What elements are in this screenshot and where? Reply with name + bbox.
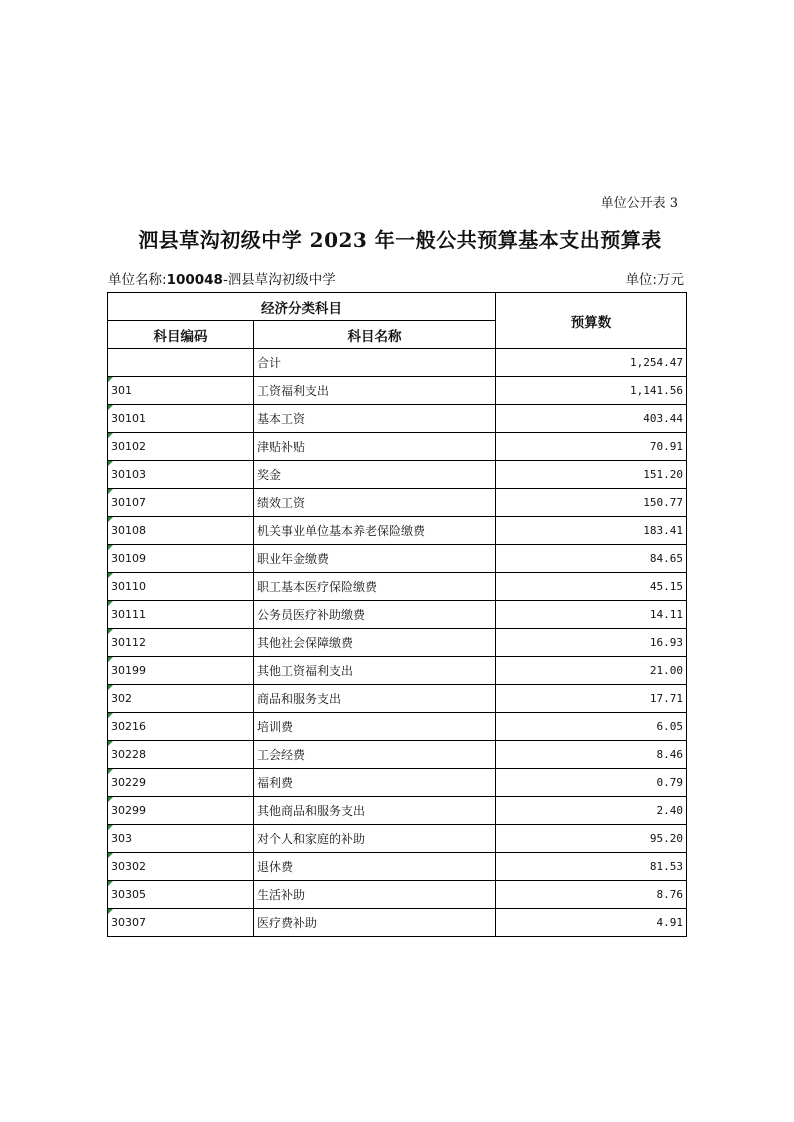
header-budget-amount: 预算数 [496, 293, 687, 349]
cell-subject-code [108, 825, 254, 853]
table-row [108, 769, 687, 797]
table-row [108, 489, 687, 517]
table-row [108, 657, 687, 685]
subject-code-text: 30216 [111, 720, 146, 733]
cell-subject-name: 绩效工资 [254, 489, 496, 517]
cell-budget-amount: 151.20 [496, 461, 687, 489]
cell-subject-code [108, 797, 254, 825]
cell-subject-code [108, 629, 254, 657]
cell-budget-amount: 4.91 [496, 909, 687, 937]
cell-subject-code [108, 909, 254, 937]
cell-subject-name: 其他商品和服务支出 [254, 797, 496, 825]
cell-budget-amount: 16.93 [496, 629, 687, 657]
cell-subject-code [108, 685, 254, 713]
text-number-indicator-icon [108, 657, 113, 662]
table-row [108, 797, 687, 825]
cell-budget-amount: 45.15 [496, 573, 687, 601]
cell-subject-name: 其他工资福利支出 [254, 657, 496, 685]
unit-name [108, 268, 336, 288]
cell-subject-name: 公务员医疗补助缴费 [254, 601, 496, 629]
cell-subject-code [108, 461, 254, 489]
currency-unit: 单位:万元 [625, 272, 684, 288]
cell-subject-code [108, 405, 254, 433]
cell-budget-amount: 81.53 [496, 853, 687, 881]
cell-subject-code [108, 713, 254, 741]
cell-budget-amount: 14.11 [496, 601, 687, 629]
cell-subject-code [108, 853, 254, 881]
cell-subject-name: 机关事业单位基本养老保险缴费 [254, 517, 496, 545]
subject-code-text: 30111 [111, 608, 146, 621]
cell-subject-name: 职业年金缴费 [254, 545, 496, 573]
cell-budget-amount: 1,254.47 [496, 349, 687, 377]
cell-subject-code [108, 769, 254, 797]
text-number-indicator-icon [108, 909, 113, 914]
cell-subject-name: 奖金 [254, 461, 496, 489]
text-number-indicator-icon [108, 601, 113, 606]
text-number-indicator-icon [108, 433, 113, 438]
table-row [108, 433, 687, 461]
cell-subject-code [108, 433, 254, 461]
cell-subject-code [108, 601, 254, 629]
subject-code-text: 30109 [111, 552, 146, 565]
text-number-indicator-icon [108, 517, 113, 522]
text-number-indicator-icon [108, 629, 113, 634]
table-row [108, 741, 687, 769]
header-economic-category: 经济分类科目 [108, 293, 496, 321]
text-number-indicator-icon [108, 377, 113, 382]
subject-code-text: 302 [111, 692, 132, 705]
text-number-indicator-icon [108, 853, 113, 858]
cell-budget-amount: 150.77 [496, 489, 687, 517]
subject-code-text: 30229 [111, 776, 146, 789]
cell-subject-name: 工资福利支出 [254, 377, 496, 405]
cell-subject-name: 职工基本医疗保险缴费 [254, 573, 496, 601]
subject-code-text: 303 [111, 832, 132, 845]
subject-code-text: 30299 [111, 804, 146, 817]
table-row [108, 461, 687, 489]
text-number-indicator-icon [108, 797, 113, 802]
table-row [108, 685, 687, 713]
subject-code-text: 30110 [111, 580, 146, 593]
header-row-group [108, 293, 687, 321]
cell-subject-name: 生活补助 [254, 881, 496, 909]
page-title: 泗县草沟初级中学 2023 年一般公共预算基本支出预算表 [138, 228, 662, 252]
cell-subject-name: 工会经费 [254, 741, 496, 769]
text-number-indicator-icon [108, 489, 113, 494]
text-number-indicator-icon [108, 713, 113, 718]
table-row [108, 713, 687, 741]
text-number-indicator-icon [108, 881, 113, 886]
text-number-indicator-icon [108, 545, 113, 550]
header-subject-name: 科目名称 [254, 321, 496, 349]
cell-budget-amount: 21.00 [496, 657, 687, 685]
cell-subject-code [108, 517, 254, 545]
cell-budget-amount: 17.71 [496, 685, 687, 713]
subject-code-text: 30103 [111, 468, 146, 481]
subject-code-text: 30101 [111, 412, 146, 425]
table-number: 单位公开表 3 [600, 196, 678, 211]
subject-code-text: 30305 [111, 888, 146, 901]
table-row [108, 545, 687, 573]
cell-subject-name: 其他社会保障缴费 [254, 629, 496, 657]
table-row [108, 881, 687, 909]
table-row [108, 853, 687, 881]
subject-code-text: 30302 [111, 860, 146, 873]
cell-budget-amount: 1,141.56 [496, 377, 687, 405]
cell-subject-code [108, 657, 254, 685]
unit-label: 单位名称: [108, 272, 167, 288]
cell-budget-amount: 8.46 [496, 741, 687, 769]
subject-code-text: 301 [111, 384, 132, 397]
cell-subject-code [108, 881, 254, 909]
subject-code-text: 30102 [111, 440, 146, 453]
cell-subject-code [108, 349, 254, 377]
table-row [108, 601, 687, 629]
budget-table [107, 292, 687, 937]
cell-subject-code [108, 489, 254, 517]
table-row [108, 377, 687, 405]
subject-code-text: 30307 [111, 916, 146, 929]
cell-budget-amount: 403.44 [496, 405, 687, 433]
cell-budget-amount: 84.65 [496, 545, 687, 573]
table-row [108, 405, 687, 433]
cell-budget-amount: 6.05 [496, 713, 687, 741]
cell-subject-name: 医疗费补助 [254, 909, 496, 937]
cell-budget-amount: 2.40 [496, 797, 687, 825]
text-number-indicator-icon [108, 741, 113, 746]
text-number-indicator-icon [108, 769, 113, 774]
table-row [108, 517, 687, 545]
unit-name-text: -泗县草沟初级中学 [222, 272, 336, 288]
text-number-indicator-icon [108, 685, 113, 690]
table-row [108, 573, 687, 601]
cell-subject-name: 退休费 [254, 853, 496, 881]
subject-code-text: 30108 [111, 524, 146, 537]
table-row [108, 825, 687, 853]
subject-code-text: 30199 [111, 664, 146, 677]
subject-code-text: 30228 [111, 748, 146, 761]
text-number-indicator-icon [108, 825, 113, 830]
cell-subject-code [108, 573, 254, 601]
text-number-indicator-icon [108, 573, 113, 578]
cell-subject-name: 福利费 [254, 769, 496, 797]
subject-code-text: 30107 [111, 496, 146, 509]
cell-subject-name: 基本工资 [254, 405, 496, 433]
table-row [108, 629, 687, 657]
header-subject-code: 科目编码 [108, 321, 254, 349]
cell-subject-name: 商品和服务支出 [254, 685, 496, 713]
cell-budget-amount: 70.91 [496, 433, 687, 461]
subject-code-text: 30112 [111, 636, 146, 649]
cell-subject-name: 合计 [254, 349, 496, 377]
cell-budget-amount: 95.20 [496, 825, 687, 853]
table-row [108, 909, 687, 937]
cell-budget-amount: 8.76 [496, 881, 687, 909]
cell-subject-name: 培训费 [254, 713, 496, 741]
cell-subject-code [108, 741, 254, 769]
cell-subject-code [108, 545, 254, 573]
text-number-indicator-icon [108, 405, 113, 410]
table-row [108, 349, 687, 377]
text-number-indicator-icon [108, 461, 113, 466]
cell-subject-code [108, 377, 254, 405]
unit-code: 100048 [166, 272, 223, 288]
cell-subject-name: 津贴补贴 [254, 433, 496, 461]
cell-budget-amount: 183.41 [496, 517, 687, 545]
cell-subject-name: 对个人和家庭的补助 [254, 825, 496, 853]
cell-budget-amount: 0.79 [496, 769, 687, 797]
